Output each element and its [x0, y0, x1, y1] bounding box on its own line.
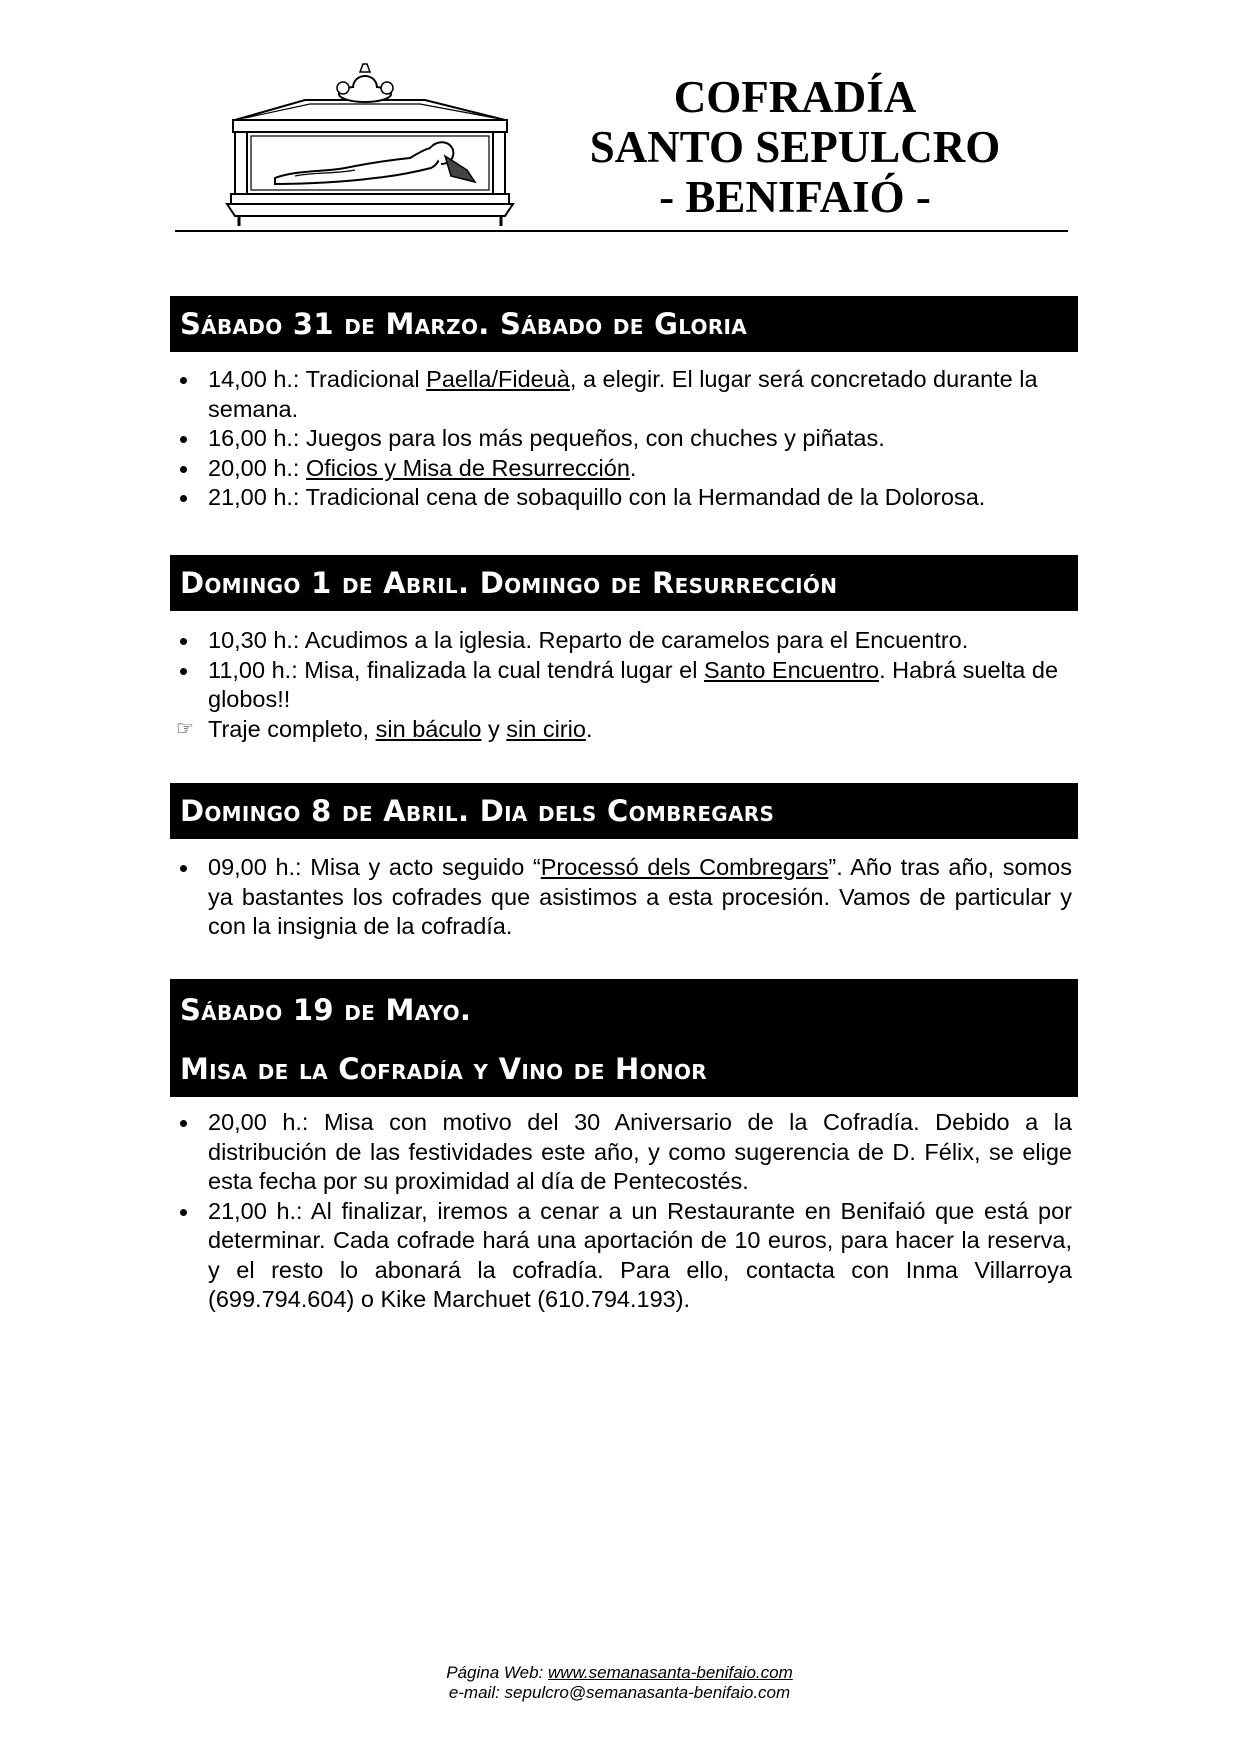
section-heading-saturday-31-march [170, 296, 1078, 352]
item-text: Misa y acto seguido “ [301, 854, 541, 880]
item-text: Al finalizar, iremos a cenar a un Restaurante en Benifaió que está por determinar. Cada cofrade hará una aportación de 10 euros, para hacer la reserva, y el resto lo abonará la cofradía. Para ello, contacta con Inma Villarroya (699.794.604) o Kike Marchuet (610.794.193). [208, 1197, 1072, 1312]
list-item [172, 483, 1072, 513]
item-text: Juegos para los más pequeños, con chuches y piñatas. [299, 425, 885, 451]
section-heading-sunday-8-april [170, 783, 1078, 839]
item-text: . Habrá suelta de globos!! [208, 656, 1059, 712]
item-text: Acudimos a la iglesia. Reparto de caramelos para el Encuentro. [299, 627, 969, 653]
title-line-3: - BENIFAIÓ - [659, 172, 931, 222]
item-time: 14,00 h.: [208, 366, 300, 392]
bullet-icon [180, 638, 187, 645]
section-heading-sunday-1-april [170, 555, 1078, 611]
item-text: Misa, finalizada la cual tendrá lugar el [297, 656, 704, 683]
santo-encuentro-link: Santo Encuentro [703, 656, 880, 683]
note-text: y [481, 715, 507, 742]
item-text: ”. Año tras año, somos ya bastantes los cofrades que asistimos a esta procesión. Vamos de particular y con la insignia de la cofradía. [208, 854, 1072, 939]
bullet-icon [180, 495, 187, 502]
website-line [0, 1663, 1239, 1683]
sin-baculo-text: sin báculo [375, 715, 482, 742]
title-line-2: SANTO SEPULCRO [589, 122, 1001, 172]
item-time: 16,00 h.: [208, 425, 300, 451]
item-time: 09,00 h.: [208, 854, 302, 880]
list-item [172, 454, 1072, 484]
note-text: Traje completo, [208, 715, 376, 742]
section-heading-text: Sábado 19 de Mayo. [180, 993, 472, 1027]
section-heading-text: Sábado 31 de Marzo. Sábado de Gloria [180, 307, 748, 341]
section-heading-text: Domingo 1 de Abril. Domingo de Resurrección [180, 566, 838, 600]
list-item [172, 626, 1072, 656]
holy-sepulchre-logo [205, 60, 525, 230]
title-line-1: COFRADÍA [673, 72, 917, 122]
item-time: 21,00 h.: [208, 484, 300, 510]
list-item [172, 1197, 1072, 1315]
bullet-icon [180, 865, 187, 872]
note-item [172, 715, 1072, 745]
item-text: Misa con motivo del 30 Aniversario de la Cofradía. Debido a la distribución de las festividades este año, y como sugerencia de D. Félix, se elige esta fecha por su proximidad al día de Pentecostés. [208, 1109, 1072, 1194]
schedule-list [172, 626, 1072, 744]
sin-cirio-text: sin cirio [506, 715, 586, 742]
list-item [172, 424, 1072, 454]
section-heading-text: Domingo 8 de Abril. Dia dels Combregars [180, 794, 775, 828]
oficios-misa-link: Oficios y Misa de Resurrección [306, 454, 630, 481]
item-time: 20,00 h.: [208, 454, 300, 481]
list-item [172, 656, 1072, 715]
bullet-icon [180, 466, 187, 473]
header-divider [175, 230, 1068, 232]
schedule-list [172, 365, 1072, 513]
paella-fideua-link: Paella/Fideuà [426, 366, 570, 392]
email-line: e-mail: sepulcro@semanasanta-benifaio.com [448, 1683, 791, 1702]
list-item [172, 853, 1072, 942]
website-link[interactable]: www.semanasanta-benifaio.com [548, 1663, 793, 1682]
processo-combregars-link: Processó dels Combregars [540, 854, 829, 880]
document-header [175, 60, 1068, 232]
bullet-icon [180, 1120, 187, 1127]
list-item [172, 1108, 1072, 1197]
item-text: Tradicional cena de sobaquillo con la Hermandad de la Dolorosa. [299, 484, 986, 510]
website-label: Página Web: [446, 1663, 549, 1682]
note-text: . [585, 715, 593, 742]
item-time: 21,00 h.: [208, 1197, 303, 1224]
section-heading-saturday-19-may [170, 979, 1078, 1097]
item-time: 20,00 h.: [208, 1109, 309, 1135]
pointing-hand-icon: ☞ [176, 717, 194, 740]
item-text: , a elegir. El lugar será concretado durante la semana. [208, 366, 1038, 422]
document-title [575, 72, 1015, 222]
bullet-icon [180, 668, 187, 675]
document-footer [0, 1663, 1239, 1703]
schedule-list [172, 853, 1072, 942]
bullet-icon [180, 436, 187, 443]
schedule-list [172, 1108, 1072, 1315]
section-heading-text: Misa de la Cofradía y Vino de Honor [180, 1052, 707, 1086]
list-item [172, 365, 1072, 424]
item-time: 11,00 h.: [208, 656, 298, 683]
item-time: 10,30 h.: [208, 627, 300, 653]
item-text: . [629, 454, 637, 481]
bullet-icon [180, 1209, 187, 1216]
item-text: Tradicional [299, 366, 427, 392]
bullet-icon [180, 377, 187, 384]
